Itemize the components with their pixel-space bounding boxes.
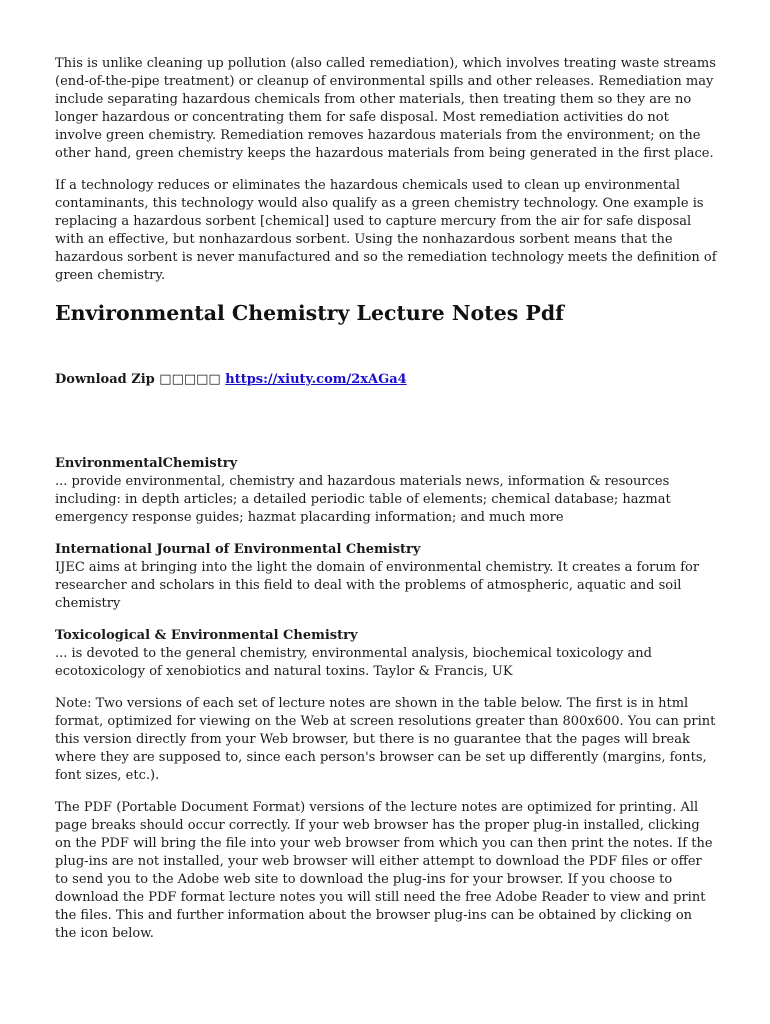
entry-toxicological [55, 627, 717, 681]
entry-intl-journal [55, 541, 717, 613]
download-link[interactable]: https://xiuty.com/2xAGa4 [225, 372, 407, 387]
entry-title: International Journal of Environmental Chemistry [55, 542, 421, 557]
download-line [55, 371, 717, 389]
document-page [55, 55, 717, 943]
download-label: Download Zip [55, 372, 155, 387]
paragraph-pdf: The PDF (Portable Document Format) versions of the lecture notes are optimized for printing. All page breaks should occur correctly. If your web browser has the proper plug-in installed, clicking on the PDF will bring the file into your web browser from which you can then print the notes. If the plug-ins are not installed, your web browser will either attempt to download the PDF files or offer to send you to the Adobe web site to download the plug-ins for your browser. If you choose to download the PDF format lecture notes you will still need the free Adobe Reader to view and print the files. This and further information about the browser plug-ins can be obtained by clicking on the icon below. [55, 800, 713, 941]
paragraph-note: Note: Two versions of each set of lecture notes are shown in the table below. The first is in html format, optimized for viewing on the Web at screen resolutions greater than 800x600. You can print this version directly from your Web browser, but there is no guarantee that the pages will break where they are supposed to, since each person's browser can be set up differently (margins, fonts, font sizes, etc.). [55, 696, 716, 783]
entry-body: ... provide environmental, chemistry and hazardous materials news, information & resources including: in depth articles; a detailed periodic table of elements; chemical database; hazmat emergency response guides; hazmat placarding information; and much more [55, 474, 671, 525]
entry-body: IJEC aims at bringing into the light the domain of environmental chemistry. It creates a forum for researcher and scholars in this field to deal with the problems of atmospheric, aquatic and soil chemistry [55, 560, 700, 611]
entry-environmental-chemistry [55, 455, 717, 527]
entry-title: EnvironmentalChemistry [55, 456, 238, 471]
page-title: Environmental Chemistry Lecture Notes Pdf [55, 301, 564, 325]
paragraph-remediation: This is unlike cleaning up pollution (also called remediation), which involves treating waste streams (end-of-the-pipe treatment) or cleanup of environmental spills and other releases. Remediation may include separating hazardous chemicals from other materials, then treating them so they are no longer hazardous or concentrating them for safe disposal. Most remediation activities do not involve green chemistry. Remediation removes hazardous materials from the environment; on the other hand, green chemistry keeps the hazardous materials from being generated in the first place. [55, 56, 716, 161]
entry-title: Toxicological & Environmental Chemistry [55, 628, 358, 643]
entry-body: ... is devoted to the general chemistry, environmental analysis, biochemical toxicology and ecotoxicology of xenobiotics and natural toxins. Taylor & Francis, UK [55, 646, 652, 679]
download-symbols: □□□□□ [159, 372, 221, 387]
paragraph-technology: If a technology reduces or eliminates the hazardous chemicals used to clean up environmental contaminants, this technology would also qualify as a green chemistry technology. One example is replacing a hazardous sorbent [chemical] used to capture mercury from the air for safe disposal with an effective, but nonhazardous sorbent. Using the nonhazardous sorbent means that the hazardous sorbent is never manufactured and so the remediation technology meets the definition of green chemistry. [55, 178, 717, 283]
